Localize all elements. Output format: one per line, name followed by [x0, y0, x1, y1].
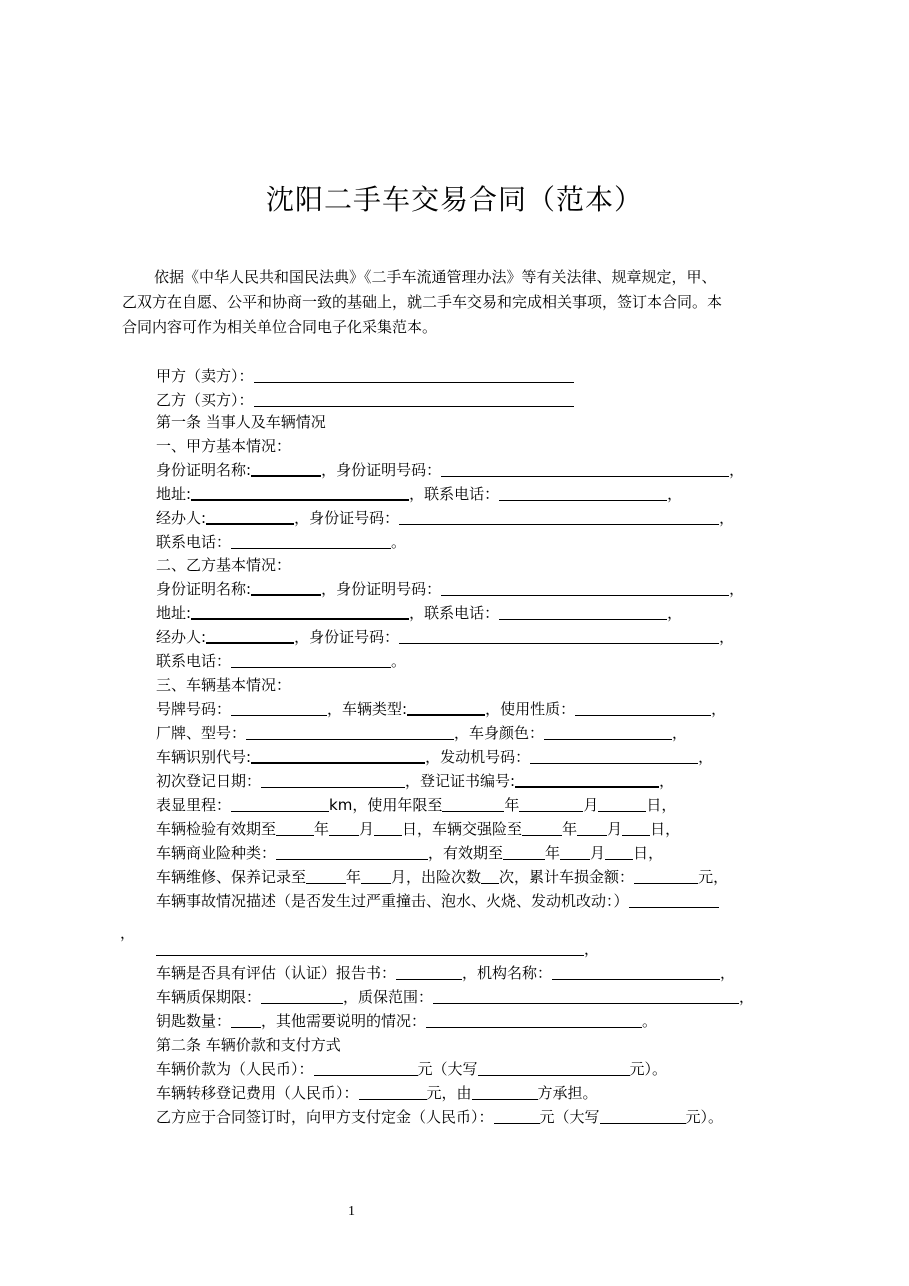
line-text: ，使用性质：: [485, 700, 576, 718]
blank-field[interactable]: [399, 627, 719, 644]
line-text: 车辆事故情况描述（是否发生过严重撞击、泡水、火烧、发动机改动：）: [156, 892, 629, 910]
line-text: ，: [719, 509, 735, 527]
line-text: 乙方（买方）：: [156, 391, 254, 409]
blank-field[interactable]: [441, 579, 729, 596]
line-text: 元，: [698, 868, 729, 886]
line-text: ，: [739, 988, 755, 1006]
contract-line: [156, 1081, 598, 1105]
blank-field[interactable]: [276, 819, 314, 836]
line-text: ，: [729, 580, 745, 598]
line-text: ，身份证号码：: [294, 628, 400, 646]
blank-field[interactable]: [396, 963, 462, 980]
blank-field[interactable]: [481, 867, 499, 884]
intro-line: 依据《中华人民共和国民法典》《二手车流通管理办法》等有关法律、规章规定，甲、: [154, 268, 717, 286]
contract-line: [156, 745, 713, 769]
blank-field[interactable]: [191, 602, 409, 620]
contract-line: [156, 649, 406, 673]
blank-field[interactable]: [499, 484, 667, 501]
line-text: ，: [720, 964, 736, 982]
line-text: 第一条 当事人及车辆情况: [156, 413, 326, 431]
contract-line: [156, 793, 676, 817]
blank-field[interactable]: [622, 819, 650, 836]
blank-field[interactable]: [472, 1083, 538, 1100]
line-text: 次，累计车损金额：: [499, 868, 635, 886]
blank-field[interactable]: [156, 939, 584, 956]
blank-field[interactable]: [361, 867, 391, 884]
contract-line: [156, 697, 726, 721]
contract-line: [156, 769, 674, 793]
blank-field[interactable]: [206, 626, 294, 644]
contract-line: [156, 601, 682, 625]
contract-line: [156, 1057, 667, 1081]
blank-field[interactable]: [254, 366, 574, 383]
line-text: 年: [314, 820, 330, 838]
line-text: ，: [659, 772, 675, 790]
line-text: 车辆商业险种类：: [156, 844, 277, 862]
line-text: 厂牌、型号：: [156, 724, 247, 742]
line-text: ，身份证明号码：: [321, 580, 442, 598]
line-text: 初次登记日期：: [156, 772, 262, 790]
line-text: 元（大写: [539, 1108, 600, 1126]
contract-line: [156, 577, 744, 601]
contract-title: 沈阳二手车交易合同（范本）: [265, 183, 643, 216]
blank-field[interactable]: [426, 1011, 642, 1028]
line-text: 。: [391, 533, 407, 551]
line-text: 元，由: [426, 1084, 472, 1102]
contract-line: [156, 458, 744, 482]
line-text: 甲方（卖方）：: [156, 367, 254, 385]
contract-line: [156, 1009, 657, 1033]
line-text: 年: [545, 844, 561, 862]
line-text: 经办人:: [156, 628, 207, 646]
line-text: 日，车辆交强险至: [402, 820, 523, 838]
line-text: ，: [667, 485, 683, 503]
line-text: 表显里程：: [156, 796, 232, 814]
contract-line: [156, 482, 682, 506]
line-text: ，: [698, 748, 714, 766]
blank-field[interactable]: [499, 603, 667, 620]
contract-line: [156, 673, 291, 697]
blank-field[interactable]: [374, 819, 402, 836]
blank-field[interactable]: [519, 795, 583, 812]
blank-field[interactable]: [231, 651, 391, 668]
contract-line: [156, 961, 735, 985]
line-text: 车辆识别代号:: [156, 748, 252, 766]
line-text: 元）。: [629, 1060, 668, 1078]
blank-field[interactable]: [231, 1011, 261, 1028]
line-text: ，车辆类型:: [327, 700, 408, 718]
blank-field[interactable]: [329, 819, 359, 836]
blank-field[interactable]: [629, 891, 719, 908]
line-text: ，联系电话：: [409, 604, 500, 622]
contract-line: [156, 937, 599, 961]
contract-line: [156, 506, 734, 530]
blank-field[interactable]: [246, 723, 454, 740]
line-text: 地址:: [156, 604, 192, 622]
line-text: 车辆转移登记费用（人民币）：: [156, 1084, 359, 1102]
line-text: 经办人:: [156, 509, 207, 527]
line-text: ，身份证号码：: [294, 509, 400, 527]
line-text: ，身份证明号码：: [321, 461, 442, 479]
line-text: 二、乙方基本情况：: [156, 556, 292, 574]
line-text: 。: [642, 1012, 658, 1030]
contract-line: [156, 364, 574, 388]
line-text: 第二条 车辆价款和支付方式: [156, 1036, 341, 1054]
blank-field[interactable]: [231, 532, 391, 549]
line-text: 日，: [650, 820, 681, 838]
line-text: 年: [346, 868, 362, 886]
intro-line: 合同内容可作为相关单位合同电子化采集范本。: [122, 318, 438, 336]
intro-paragraph: [122, 265, 802, 340]
line-text: 身份证明名称:: [156, 461, 252, 479]
contract-line: [156, 721, 687, 745]
blank-field[interactable]: [503, 843, 545, 860]
line-text: 车辆质保期限：: [156, 988, 262, 1006]
line-text: 号牌号码：: [156, 700, 232, 718]
line-text: 年: [504, 796, 520, 814]
line-text: 月: [607, 820, 623, 838]
line-text: 身份证明名称:: [156, 580, 252, 598]
blank-field[interactable]: [231, 699, 327, 716]
line-text: 日，: [646, 796, 677, 814]
blank-field[interactable]: [552, 963, 720, 980]
line-text: ，有效期至: [428, 844, 504, 862]
blank-field[interactable]: [206, 507, 294, 525]
blank-field[interactable]: [494, 1107, 540, 1124]
contract-line: [156, 841, 663, 865]
blank-field[interactable]: [261, 771, 405, 788]
contract-line: [156, 434, 291, 458]
blank-field[interactable]: [441, 460, 729, 477]
line-text: 月: [359, 820, 375, 838]
contract-line: [156, 1033, 341, 1057]
contract-line: [156, 817, 680, 841]
line-text: ，: [719, 628, 735, 646]
contract-line: [156, 889, 719, 913]
line-text: 月: [590, 844, 606, 862]
line-text: 车辆价款为（人民币）：: [156, 1060, 314, 1078]
blank-field[interactable]: [515, 770, 659, 788]
contract-line: [156, 1105, 723, 1129]
blank-field[interactable]: [544, 723, 672, 740]
blank-field[interactable]: [251, 746, 425, 764]
line-text: 月: [583, 796, 599, 814]
contract-line: [156, 625, 734, 649]
line-text: 元）。: [685, 1108, 724, 1126]
blank-field[interactable]: [605, 843, 633, 860]
blank-field[interactable]: [251, 459, 321, 477]
line-text: km，使用年限至: [329, 796, 443, 814]
blank-field[interactable]: [442, 795, 504, 812]
contract-line: [156, 553, 291, 577]
blank-field[interactable]: [407, 698, 485, 716]
line-text: 联系电话：: [156, 533, 232, 551]
blank-field[interactable]: [251, 578, 321, 596]
line-text: ，质保范围：: [343, 988, 434, 1006]
contract-line: [156, 388, 574, 412]
blank-field[interactable]: [191, 483, 409, 501]
contract-line: [156, 985, 754, 1009]
blank-field[interactable]: [231, 795, 329, 812]
blank-field[interactable]: [634, 867, 698, 884]
blank-field[interactable]: [359, 1083, 427, 1100]
line-text: 年: [562, 820, 578, 838]
contract-line: [156, 410, 326, 434]
line-text: 车辆维修、保养记录至: [156, 868, 307, 886]
blank-field[interactable]: [433, 987, 739, 1004]
line-text: ，发动机号码：: [425, 748, 531, 766]
blank-field[interactable]: [600, 1107, 686, 1124]
line-text: 日，: [633, 844, 664, 862]
line-text: ，机构名称：: [462, 964, 553, 982]
line-text: 车辆检验有效期至: [156, 820, 277, 838]
line-text: 钥匙数量：: [156, 1012, 232, 1030]
blank-field[interactable]: [314, 1059, 418, 1076]
line-text: ，: [672, 724, 688, 742]
line-text: ，: [711, 700, 727, 718]
blank-field[interactable]: [254, 390, 574, 407]
blank-field[interactable]: [478, 1059, 630, 1076]
line-text: 三、车辆基本情况：: [156, 676, 292, 694]
line-text: 月，出险次数: [391, 868, 482, 886]
line-text: ，: [729, 461, 745, 479]
blank-field[interactable]: [522, 819, 562, 836]
page-number: 1: [348, 1204, 355, 1219]
intro-line: 乙双方在自愿、公平和协商一致的基础上，就二手车交易和完成相关事项，签订本合同。本: [122, 293, 723, 311]
line-text: 地址:: [156, 485, 192, 503]
blank-field[interactable]: [598, 795, 646, 812]
line-text: 。: [391, 652, 407, 670]
line-text: ，登记证书编号:: [405, 772, 516, 790]
blank-field[interactable]: [530, 747, 698, 764]
stray-comma: ，: [120, 924, 136, 942]
line-text: ，车身颜色：: [454, 724, 545, 742]
line-text: 方承担。: [537, 1084, 598, 1102]
blank-field[interactable]: [577, 819, 607, 836]
contract-line: [156, 865, 728, 889]
line-text: 联系电话：: [156, 652, 232, 670]
blank-field[interactable]: [306, 867, 346, 884]
blank-field[interactable]: [560, 843, 590, 860]
blank-field[interactable]: [575, 699, 711, 716]
line-text: ，: [667, 604, 683, 622]
blank-field[interactable]: [261, 987, 343, 1004]
line-text: ，联系电话：: [409, 485, 500, 503]
line-text: 一、甲方基本情况：: [156, 437, 292, 455]
blank-field[interactable]: [399, 508, 719, 525]
line-text: 元（大写: [417, 1060, 478, 1078]
contract-line: [156, 530, 406, 554]
line-text: ，: [584, 940, 600, 958]
line-text: 车辆是否具有评估（认证）报告书：: [156, 964, 397, 982]
blank-field[interactable]: [276, 843, 428, 860]
line-text: ，其他需要说明的情况：: [261, 1012, 427, 1030]
line-text: 乙方应于合同签订时，向甲方支付定金（人民币）：: [156, 1108, 494, 1126]
